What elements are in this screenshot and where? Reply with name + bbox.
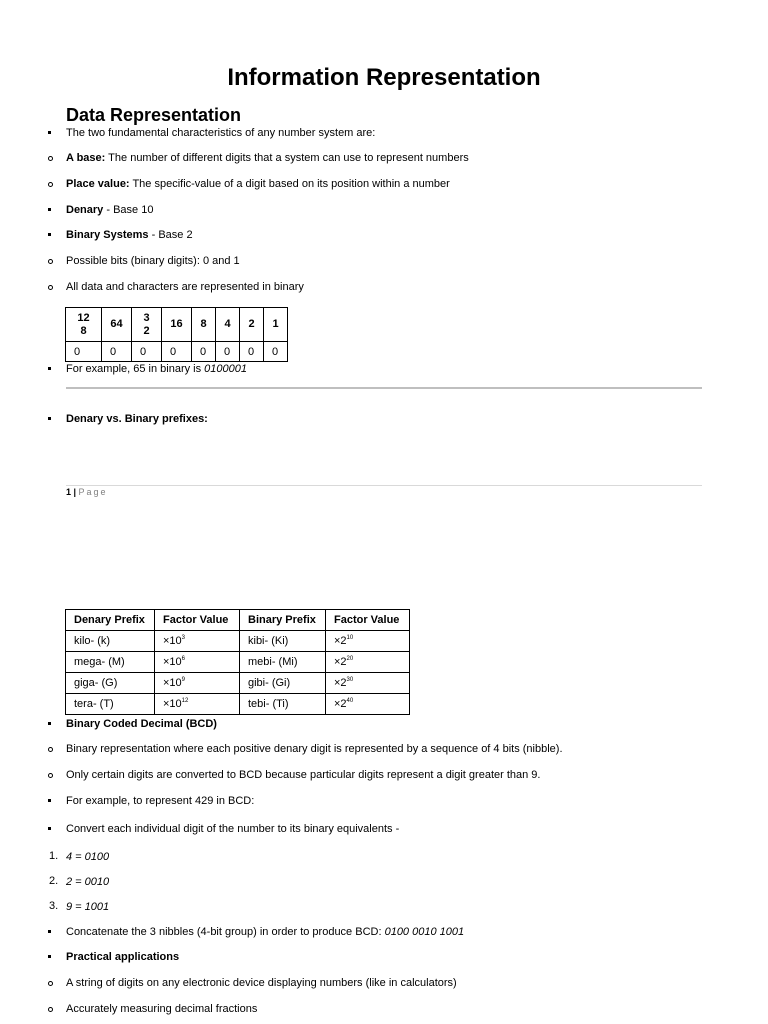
prefix-table <box>65 609 410 715</box>
place-header: 16 <box>162 308 192 342</box>
bullet-circle <box>48 259 53 264</box>
concat-value: 0100 0010 1001 <box>384 926 465 938</box>
step-text: 2 = 0010 <box>66 876 110 888</box>
denary-prefix-cell: mega- (M) <box>66 652 155 673</box>
app-item: Accurately measuring decimal fractions <box>66 1003 258 1015</box>
bit-cell: 0 <box>264 342 288 362</box>
binary-factor-cell: $\times 2^{20}$ <box>326 652 410 673</box>
place-label: Place value: <box>66 178 130 190</box>
bcd-desc-2: Only certain digits are converted to BCD because particular digits represent a digit greater than 9. <box>66 769 541 781</box>
bullet-circle <box>48 1007 53 1012</box>
denary-item <box>66 203 153 217</box>
bcd-concat <box>66 925 464 939</box>
bit-cell: 0 <box>192 342 216 362</box>
denary-factor-cell: $\times 10^6$ <box>155 652 240 673</box>
example-item <box>66 362 247 376</box>
denary-prefix-cell: giga- (G) <box>66 673 155 694</box>
denary-factor-cell: $\times 10^3$ <box>155 631 240 652</box>
bullet-square <box>48 799 51 802</box>
bit-cell: 0 <box>132 342 162 362</box>
binary-value-row <box>66 342 288 362</box>
example-value: 0100001 <box>204 363 247 375</box>
prefix-row <box>66 631 410 652</box>
denary-prefix-cell: kilo- (k) <box>66 631 155 652</box>
bcd-convert: Convert each individual digit of the number to its binary equivalents - <box>66 823 400 835</box>
base-item <box>66 151 469 165</box>
concat-text: Concatenate the 3 nibbles (4-bit group) in order to produce BCD: <box>66 926 385 938</box>
apps-heading: Practical applications <box>66 951 180 963</box>
bit-cell: 0 <box>66 342 102 362</box>
bullet-circle <box>48 285 53 290</box>
place-header: 12 8 <box>66 308 102 342</box>
place-item <box>66 177 450 191</box>
horizontal-rule <box>66 387 702 389</box>
prefix-header: Factor Value <box>326 610 410 631</box>
bcd-example: For example, to represent 429 in BCD: <box>66 795 255 807</box>
bullet-circle <box>48 156 53 161</box>
bit-cell: 0 <box>240 342 264 362</box>
bullet-square <box>48 930 51 933</box>
step-number: 3. <box>49 900 59 912</box>
binary-item <box>66 228 193 242</box>
bullet-circle <box>48 182 53 187</box>
step-text: 9 = 1001 <box>66 901 110 913</box>
place-header: 2 <box>240 308 264 342</box>
example-text: For example, 65 in binary is <box>66 363 205 375</box>
binary-header-row <box>66 308 288 342</box>
section-heading: Data Representation <box>66 105 242 125</box>
footer-separator: | <box>71 487 79 497</box>
bullet-square <box>48 367 51 370</box>
bit-cell: 0 <box>162 342 192 362</box>
binary-factor-cell: $\times 2^{30}$ <box>326 673 410 694</box>
page-title: Information Representation <box>227 64 541 91</box>
binary-factor-cell: $\times 2^{40}$ <box>326 694 410 715</box>
footer-divider <box>66 485 702 486</box>
bullet-circle <box>48 981 53 986</box>
bullet-square <box>48 955 51 958</box>
step-text: 4 = 0100 <box>66 851 110 863</box>
bullet-square <box>48 233 51 236</box>
prefix-header: Binary Prefix <box>240 610 326 631</box>
place-header: 8 <box>192 308 216 342</box>
place-text: The specific-value of a digit based on its position within a number <box>129 178 450 190</box>
bullet-square <box>48 208 51 211</box>
place-header: 4 <box>216 308 240 342</box>
place-header: 1 <box>264 308 288 342</box>
prefix-row <box>66 673 410 694</box>
bit-cell: 0 <box>216 342 240 362</box>
binary-prefix-cell: gibi- (Gi) <box>240 673 326 694</box>
bullet-square <box>48 417 51 420</box>
denary-factor-cell: $\times 10^{12}$ <box>155 694 240 715</box>
denary-prefix-cell: tera- (T) <box>66 694 155 715</box>
prefix-header-row <box>66 610 410 631</box>
prefix-header: Denary Prefix <box>66 610 155 631</box>
denary-factor-cell: $\times 10^9$ <box>155 673 240 694</box>
page-number: 1 <box>66 487 72 497</box>
page-footer <box>66 487 108 497</box>
place-header: 3 2 <box>132 308 162 342</box>
bullet-circle <box>48 773 53 778</box>
bullet-square <box>48 722 51 725</box>
bullet-square <box>48 827 51 830</box>
step-number: 2. <box>49 875 59 887</box>
prefix-row <box>66 652 410 673</box>
bit-cell: 0 <box>102 342 132 362</box>
binary-label: Binary Systems <box>66 229 149 241</box>
step-number: 1. <box>49 850 59 862</box>
base-label: A base: <box>66 152 106 164</box>
binary-place-table <box>65 307 288 362</box>
denary-label: Denary <box>66 204 104 216</box>
prefix-row <box>66 694 410 715</box>
footer-page-label: Page <box>78 487 108 497</box>
denary-text: - Base 10 <box>103 204 154 216</box>
all-data-text: All data and characters are represented in binary <box>66 281 304 293</box>
app-item: A string of digits on any electronic device displaying numbers (like in calculators) <box>66 977 457 989</box>
base-text: The number of different digits that a system can use to represent numbers <box>105 152 469 164</box>
binary-prefix-cell: tebi- (Ti) <box>240 694 326 715</box>
prefixes-heading: Denary vs. Binary prefixes: <box>66 413 208 425</box>
binary-prefix-cell: kibi- (Ki) <box>240 631 326 652</box>
bcd-heading: Binary Coded Decimal (BCD) <box>66 718 217 730</box>
prefix-header: Factor Value <box>155 610 240 631</box>
place-header: 64 <box>102 308 132 342</box>
bullet-circle <box>48 747 53 752</box>
intro-text: The two fundamental characteristics of any number system are: <box>66 127 376 139</box>
binary-factor-cell: $\times 2^{10}$ <box>326 631 410 652</box>
bcd-desc-1: Binary representation where each positive denary digit is represented by a sequence of 4 bits (nibble). <box>66 743 563 755</box>
bits-text: Possible bits (binary digits): 0 and 1 <box>66 255 240 267</box>
binary-prefix-cell: mebi- (Mi) <box>240 652 326 673</box>
bullet-square <box>48 131 51 134</box>
binary-text: - Base 2 <box>148 229 193 241</box>
